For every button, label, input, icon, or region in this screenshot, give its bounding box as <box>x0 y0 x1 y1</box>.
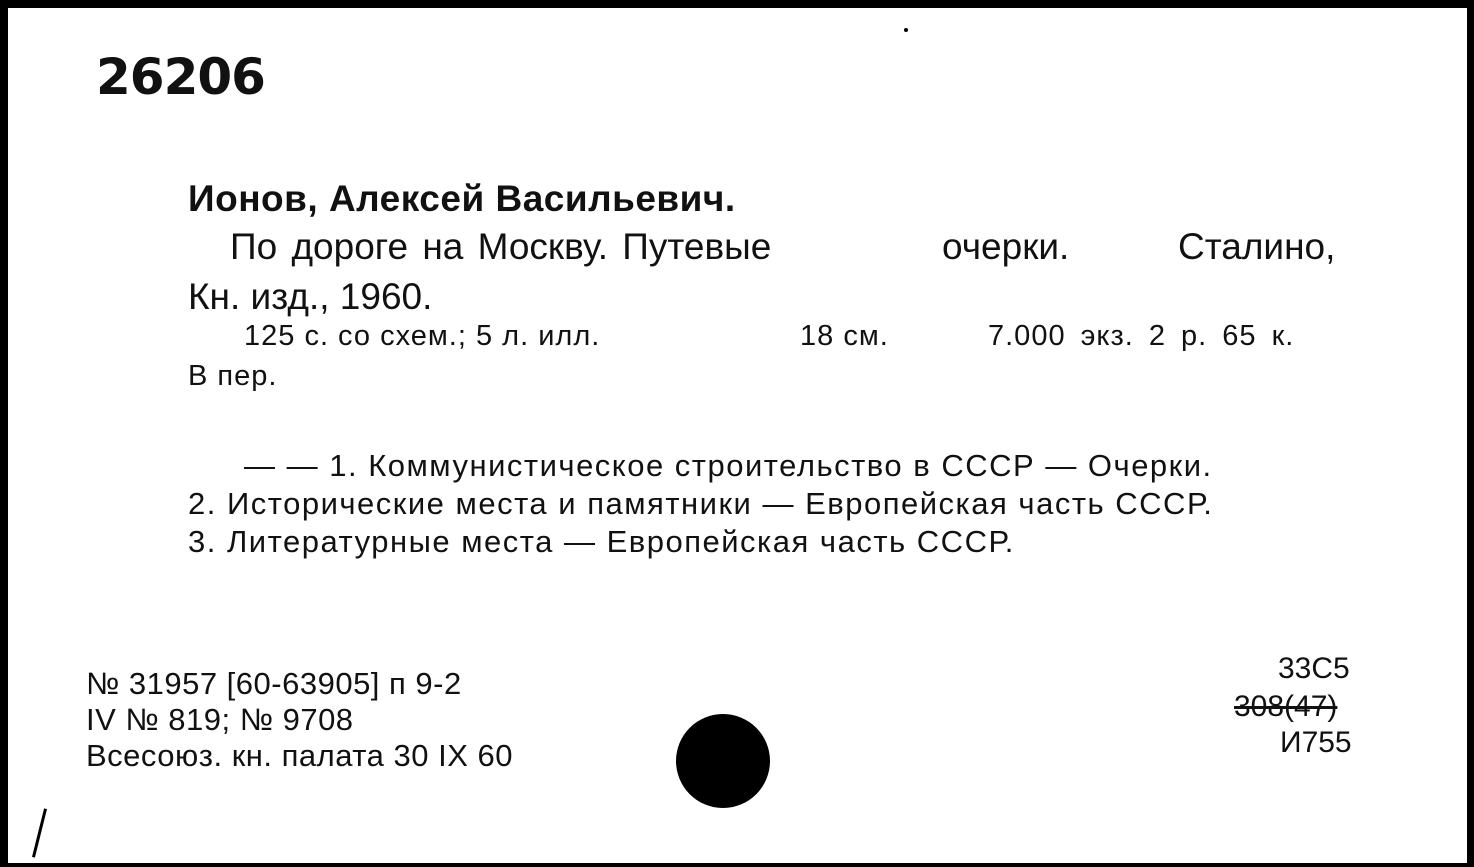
classification-code: 33С5 <box>1278 652 1350 685</box>
classification-code-struck <box>1234 690 1337 724</box>
record-number: № 31957 [60-63905] п 9-2 <box>86 666 462 701</box>
publication-city: Сталино, <box>1178 226 1336 267</box>
issuing-chamber: Всесоюз. кн. палата 30 IX 60 <box>86 738 513 773</box>
subject-heading-1: — — 1. Коммунистическое строительство в СССР — Очерки. <box>244 448 1213 483</box>
publisher-year: Кн. изд., 1960. <box>188 276 433 317</box>
author-mark: И755 <box>1280 726 1352 759</box>
title-genre: очерки. <box>942 226 1070 267</box>
subject-heading-3: 3. Литературные места — Европейская часть СССР. <box>188 524 1015 559</box>
record-series: IV № 819; № 9708 <box>86 702 354 737</box>
pages-illustrations: 125 с. со схем.; 5 л. илл. <box>244 320 601 352</box>
card-number-stamp: 26206 <box>96 48 265 106</box>
title-main: По дороге на Москву. Путевые <box>230 226 772 267</box>
ink-speck <box>904 28 908 32</box>
title-line-1 <box>230 226 1336 268</box>
copies-price: 7.000 экз. 2 р. 65 к. <box>988 320 1295 352</box>
book-size: 18 см. <box>800 320 889 352</box>
pencil-mark <box>32 808 47 857</box>
binding: В пер. <box>188 360 278 392</box>
author-heading: Ионов, Алексей Васильевич. <box>188 178 736 219</box>
struck-code: 308(47) <box>1234 690 1338 723</box>
punch-hole <box>676 714 770 808</box>
subject-heading-2: 2. Исторические места и памятники — Европейская часть СССР. <box>188 486 1214 521</box>
